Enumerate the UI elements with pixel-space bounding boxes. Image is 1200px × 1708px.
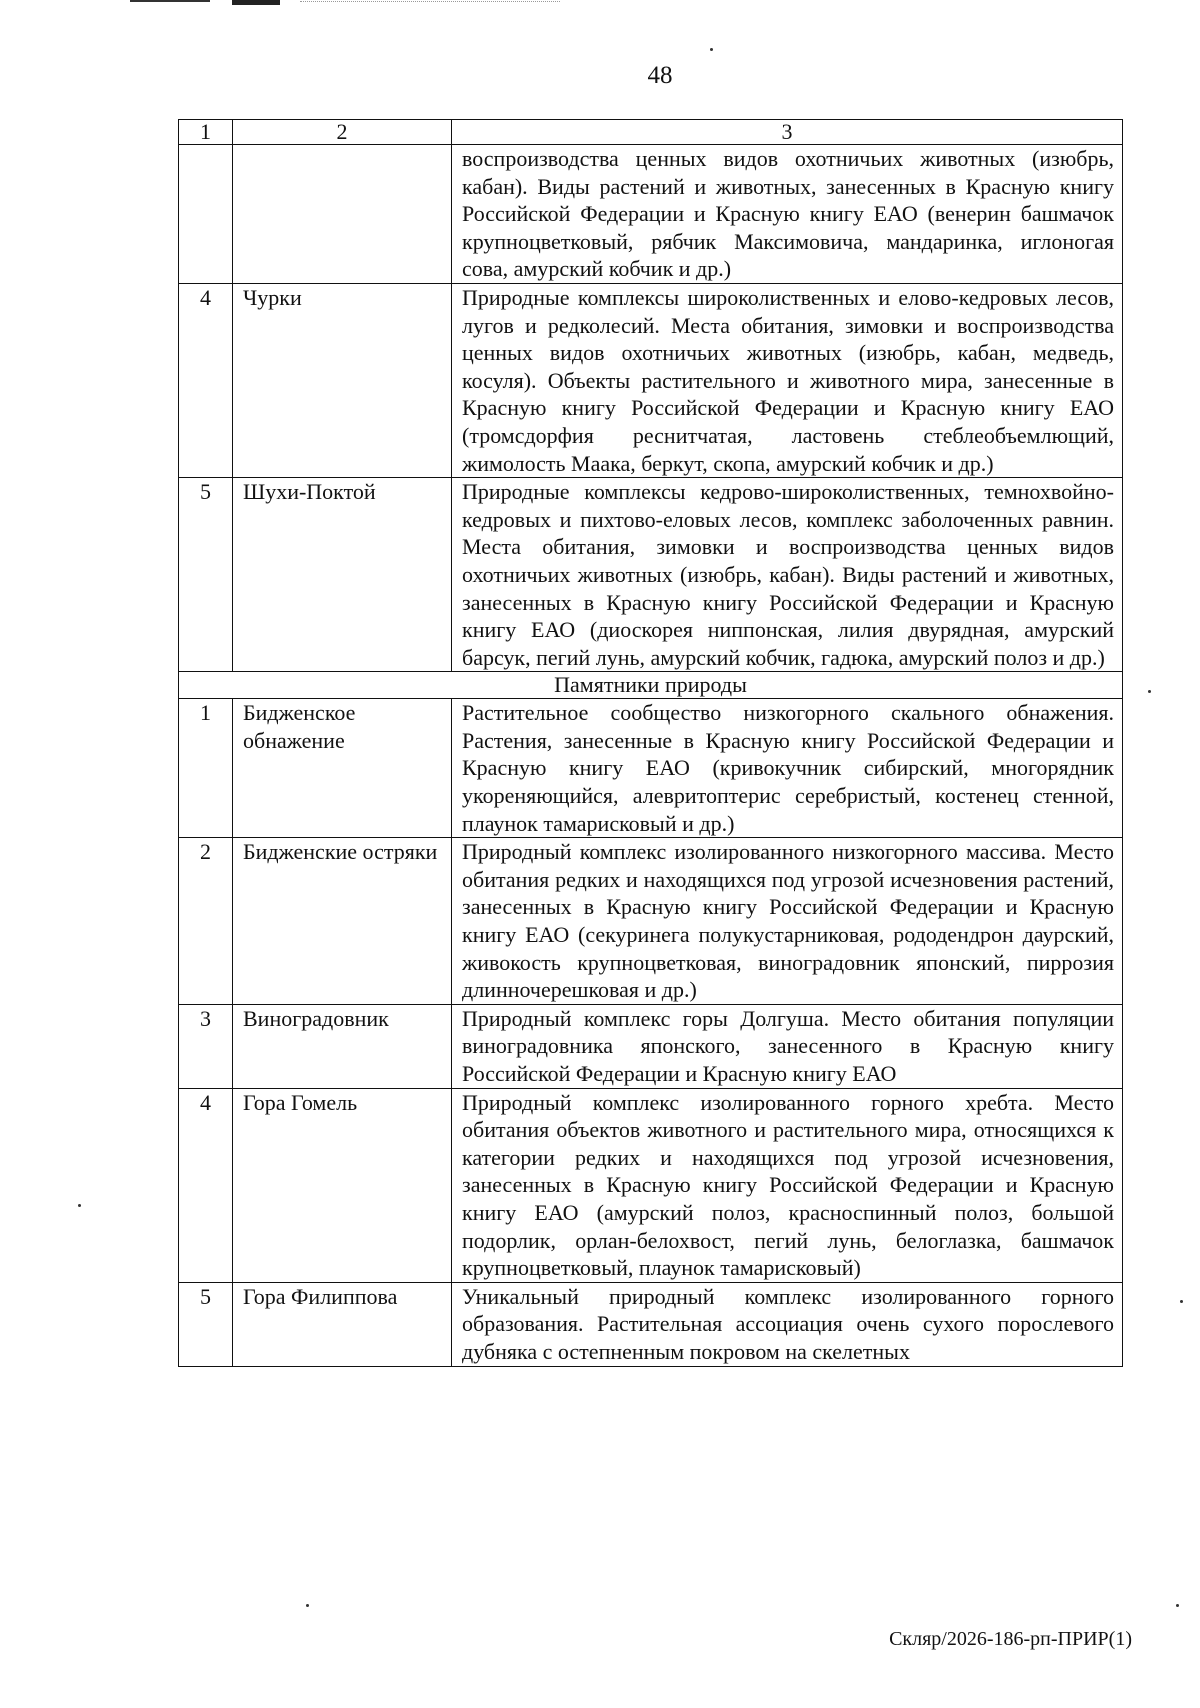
object-name xyxy=(233,145,452,284)
object-name: Гора Гомель xyxy=(233,1088,452,1282)
object-name: Чурки xyxy=(233,283,452,477)
row-number: 4 xyxy=(179,1088,233,1282)
scan-speck xyxy=(306,1604,309,1607)
column-header: 1 xyxy=(179,120,233,145)
table-row xyxy=(179,1088,1123,1282)
row-number: 2 xyxy=(179,838,233,1005)
document-code: Скляр/2026-186-рп-ПРИР(1) xyxy=(889,1628,1132,1650)
table-header-row xyxy=(179,120,1123,145)
row-number: 5 xyxy=(179,478,233,672)
object-name: Виноградовник xyxy=(233,1004,452,1088)
object-description: Природный комплекс изолированного горного хребта. Место обитания объектов животного и растительного мира, относящихся к категории редких и находящихся под угрозой исчезновения, занесенных в Красную книгу Российской Федерации и Красную книгу ЕАО (амурский полоз, красноспинный полоз, большой подорлик, орлан-белохвост, пегий лунь, белоглазка, башмачок крупноцветковый, плаунок тамарисковый) xyxy=(452,1088,1123,1282)
row-number xyxy=(179,145,233,284)
table-row xyxy=(179,478,1123,672)
column-header: 2 xyxy=(233,120,452,145)
table-row xyxy=(179,838,1123,1005)
row-number: 1 xyxy=(179,699,233,838)
scan-speck xyxy=(1176,1604,1179,1607)
column-header: 3 xyxy=(452,120,1123,145)
scan-edge-artifacts xyxy=(0,0,1200,8)
section-title: Памятники природы xyxy=(179,672,1123,699)
row-number: 5 xyxy=(179,1282,233,1366)
row-number: 3 xyxy=(179,1004,233,1088)
table-row xyxy=(179,699,1123,838)
object-description: Уникальный природный комплекс изолированного горного образования. Растительная ассоциация очень сухого порослевого дубняка с остепненным покровом на скелетных xyxy=(452,1282,1123,1366)
scan-speck xyxy=(1148,690,1151,693)
table-row xyxy=(179,1282,1123,1366)
scan-mark xyxy=(300,1,560,3)
scan-speck xyxy=(710,48,713,51)
scan-speck xyxy=(78,1204,81,1207)
table-row xyxy=(179,1004,1123,1088)
object-description: воспроизводства ценных видов охотничьих животных (изюбрь, кабан). Виды растений и животных, занесенных в Красную книгу Российской Федерации и Красную книгу ЕАО (венерин башмачок крупноцветковый, рябчик Максимовича, мандаринка, иглоногая сова, амурский кобчик и др.) xyxy=(452,145,1123,284)
nature-objects-table xyxy=(178,119,1123,1367)
scan-speck xyxy=(1180,1300,1183,1303)
scan-mark xyxy=(130,0,210,2)
object-description: Природные комплексы широколиственных и елово-кедровых лесов, лугов и редколесий. Места обитания, зимовки и воспроизводства ценных видов охотничьих животных (изюбрь, кабан, медведь, косуля). Объекты растительного и животного мира, занесенные в Красную книгу Российской Федерации и Красную книгу ЕАО (тромсдорфия реснитчатая, ластовень стеблеобъемлющий, жимолость Маака, беркут, скопа, амурский кобчик и др.) xyxy=(452,283,1123,477)
object-description: Природный комплекс изолированного низкогорного массива. Место обитания редких и находящихся под угрозой исчезновения растений, занесенных в Красную книгу Российской Федерации и Красную книгу ЕАО (секуринега полукустарниковая, рододендрон даурский, живокость крупноцветковая, виноградовник японский, пиррозия длинночерешковая и др.) xyxy=(452,838,1123,1005)
section-heading-row xyxy=(179,672,1123,699)
table-row xyxy=(179,283,1123,477)
table-row xyxy=(179,145,1123,284)
object-description: Природный комплекс горы Долгуша. Место обитания популяции виноградовника японского, занесенного в Красную книгу Российской Федерации и Красную книгу ЕАО xyxy=(452,1004,1123,1088)
object-name: Гора Филиппова xyxy=(233,1282,452,1366)
page-number: 48 xyxy=(647,62,673,89)
object-name: Бидженское обнажение xyxy=(233,699,452,838)
object-description: Природные комплексы кедрово-широколиственных, темнохвойно-кедровых и пихтово-еловых лесов, комплекс заболоченных равнин. Места обитания, зимовки и воспроизводства ценных видов охотничьих животных (изюбрь, кабан). Виды растений и животных, занесенных в Красную книгу Российской Федерации и Красную книгу ЕАО (диоскорея ниппонская, лилия двурядная, амурский барсук, пегий лунь, амурский кобчик, гадюка, амурский полоз и др.) xyxy=(452,478,1123,672)
row-number: 4 xyxy=(179,283,233,477)
object-name: Бидженские остряки xyxy=(233,838,452,1005)
scan-mark xyxy=(232,0,280,5)
object-name: Шухи-Поктой xyxy=(233,478,452,672)
object-description: Растительное сообщество низкогорного скального обнажения. Растения, занесенные в Красную книгу Российской Федерации и Красную книгу ЕАО (кривокучник сибирский, многорядник укореняющийся, алевритоптерис серебристый, костенец стенной, плаунок тамарисковый и др.) xyxy=(452,699,1123,838)
